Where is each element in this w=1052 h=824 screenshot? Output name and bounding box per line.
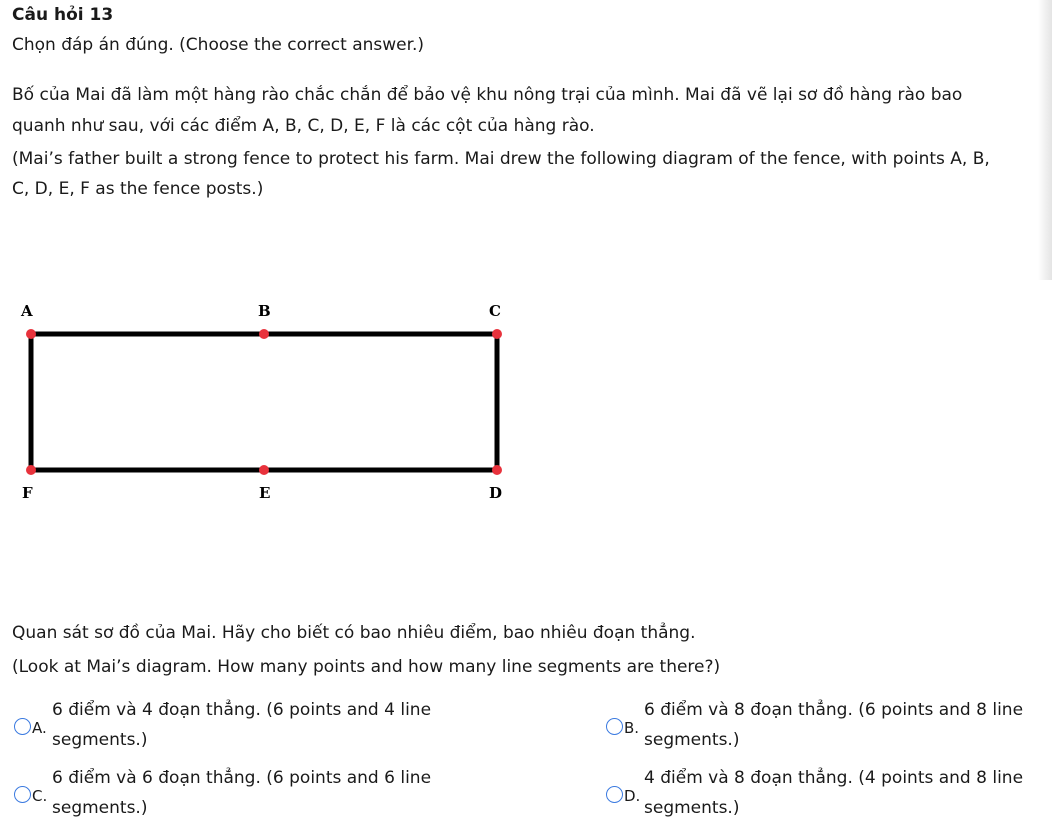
radio-c[interactable] [14,786,31,803]
option-a-line-2: segments.) [52,730,148,750]
label-c: C [489,302,501,320]
option-a-letter: A. [32,719,47,737]
label-a: A [21,302,33,320]
radio-a[interactable] [14,718,31,735]
option-c-line-1: 6 điểm và 6 đoạn thẳng. (6 points and 6 line [52,768,432,788]
fence-lines [31,334,497,470]
prompt-en-line-1: (Mai’s father built a strong fence to protect his farm. Mai drew the following diagram of the fence, with points A, B, [12,149,990,169]
option-a-line-1: 6 điểm và 4 đoạn thẳng. (6 points and 4 line [52,700,432,720]
ask-en: (Look at Mai’s diagram. How many points and how many line segments are there?) [12,657,721,677]
option-d-line-2: segments.) [644,798,740,818]
label-d: D [489,484,503,502]
question-title: Câu hỏi 13 [12,5,114,25]
option-d-line-1: 4 điểm và 8 đoạn thẳng. (4 points and 8 line [644,768,1024,788]
option-d-letter: D. [624,787,641,805]
option-c-letter: C. [32,787,48,805]
prompt-vi-line-2: quanh như sau, với các điểm A, B, C, D, E, F là các cột của hàng rào. [12,116,595,136]
option-c-text [52,763,431,823]
fence-diagram [0,290,540,515]
point-c [492,329,502,339]
option-b[interactable] [606,695,1023,755]
option-d-text [644,763,1023,823]
option-b-line-2: segments.) [644,730,740,750]
option-b-line-1: 6 điểm và 8 đoạn thẳng. (6 points and 8 line [644,700,1024,720]
point-f [26,465,36,475]
point-b [259,329,269,339]
option-d[interactable] [606,763,1023,823]
point-e [259,465,269,475]
fence-posts [26,329,502,475]
label-f: F [22,484,33,502]
point-d [492,465,502,475]
option-c[interactable] [14,763,431,823]
option-b-letter: B. [624,719,640,737]
label-b: B [258,302,271,320]
label-e: E [259,484,271,502]
prompt-en-line-2: C, D, E, F as the fence posts.) [12,179,264,199]
radio-d[interactable] [606,786,623,803]
option-a[interactable] [14,695,431,755]
question-instruction: Chọn đáp án đúng. (Choose the correct answer.) [12,35,425,55]
prompt-vi-line-1: Bố của Mai đã làm một hàng rào chắc chắn để bảo vệ khu nông trại của mình. Mai đã vẽ lại sơ đồ hàng rào bao [12,85,963,105]
page-edge-shadow [1038,0,1052,280]
option-b-text [644,695,1023,755]
option-a-text [52,695,431,755]
point-a [26,329,36,339]
ask-vi: Quan sát sơ đồ của Mai. Hãy cho biết có bao nhiêu điểm, bao nhiêu đoạn thẳng. [12,623,696,643]
radio-b[interactable] [606,718,623,735]
option-c-line-2: segments.) [52,798,148,818]
